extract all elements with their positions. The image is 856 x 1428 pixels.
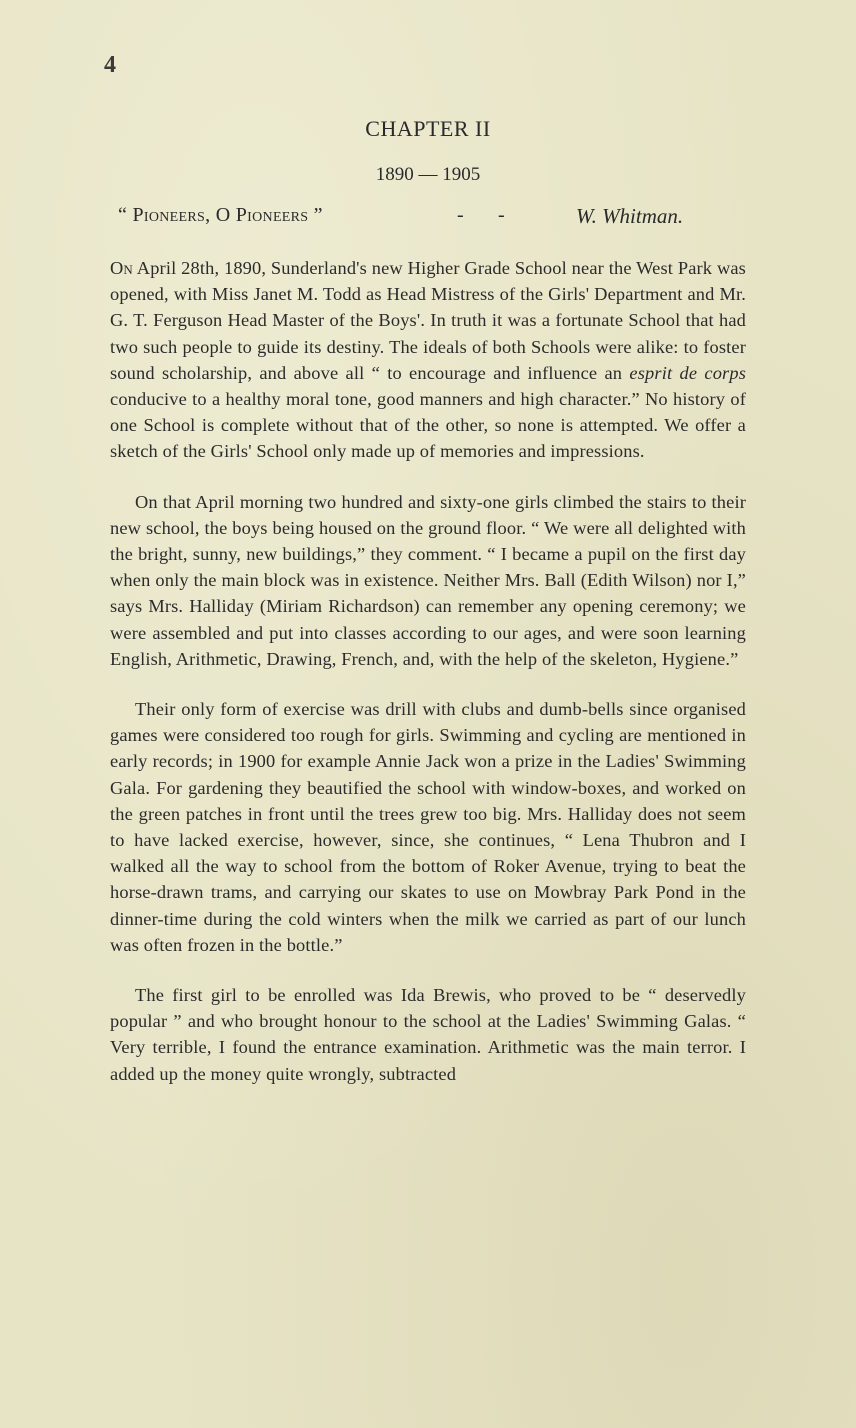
paragraph-1 <box>110 255 746 465</box>
paragraph-2: On that April morning two hundred and sixty-one girls climbed the stairs to their new school, the boys being housed on the ground floor. “ We were all delighted with the bright, sunny, new buildings,” they comment. “ I became a pupil on the first day when only the main block was in existence. Neither Mrs. Ball (Edith Wilson) nor I,” says Mrs. Halliday (Miriam Richardson) can remember any opening ceremony; we were assembled and put into classes according to our ages, and were soon learning English, Arithmetic, Drawing, French, and, with the help of the skeleton, Hygiene.” <box>110 491 746 669</box>
paragraph-4: The first girl to be enrolled was Ida Brewis, who proved to be “ deservedly popular ” and who brought honour to the school at the Ladies' Swimming Galas. “ Very terrible, I found the entrance examination. Arithmetic was the main terror. I added up the money quite wrongly, subtracted <box>110 985 746 1084</box>
paragraph-text: April 28th, 1890, Sunderland's new Higher Grade School near the West Park was opened, with Miss Janet M. Todd as Head Mistress of the Girls' Department and Mr. G. T. Ferguson Head Master of the Boys'. In truth it was a fortunate School that had two such people to guide its destiny. The ideals of both Schools were alike: to foster sound scholarship, and above all “ to encourage and influence an <box>110 258 746 383</box>
epigraph-quote: “ Pioneers, O Pioneers ” <box>118 204 323 226</box>
epigraph <box>118 204 758 238</box>
paragraph-text: conducive to a healthy moral tone, good manners and high character.” No history of one School is complete without that of the other, so none is attempted. We offer a sketch of the Girls' School only made up of memories and impressions. <box>110 389 746 462</box>
chapter-dates: 1890 — 1905 <box>375 164 481 185</box>
italic-phrase: esprit de corps <box>629 362 746 383</box>
epigraph-author: W. Whitman. <box>576 204 684 228</box>
chapter-title: CHAPTER II <box>365 116 491 141</box>
page-number: 4 <box>104 52 116 78</box>
epigraph-dash: - <box>457 204 464 226</box>
paragraph-lead-word: On <box>110 258 133 278</box>
paragraph-3: Their only form of exercise was drill with clubs and dumb-bells since organised games were considered too rough for girls. Swimming and cycling are mentioned in early records; in 1900 for example Annie Jack won a prize in the Ladies' Swimming Gala. For gardening they beautified the school with window-boxes, and worked on the green patches in front until the trees grew too big. Mrs. Halliday does not seem to have lacked exercise, however, since, she continues, “ Lena Thubron and I walked all the way to school from the bottom of Roker Avenue, trying to beat the horse-drawn trams, and carrying our skates to use on Mowbray Park Pond in the dinner-time during the cold winters when the milk we carried as part of our lunch was often frozen in the bottle.” <box>110 699 746 955</box>
body-text <box>110 255 746 1111</box>
epigraph-dash: - <box>498 204 505 226</box>
